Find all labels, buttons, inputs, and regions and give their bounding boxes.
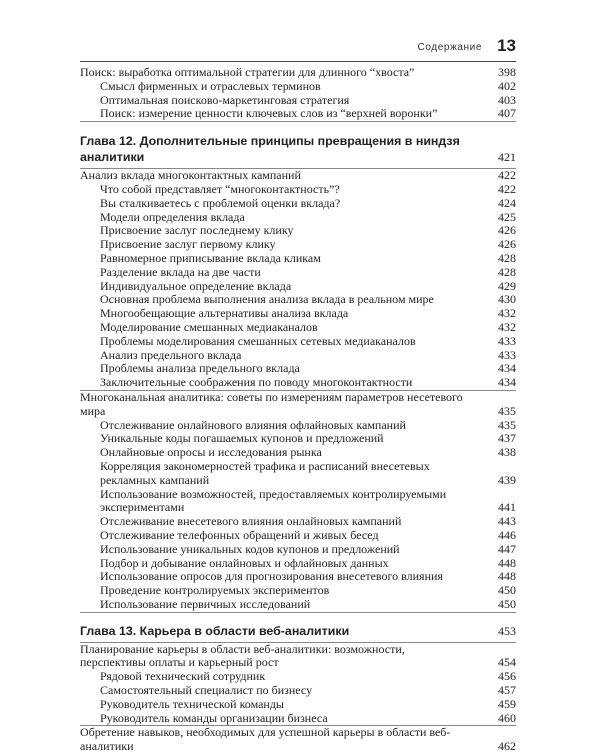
toc-entry-page: 432 xyxy=(498,306,516,321)
chapter-12-page: 421 xyxy=(498,150,516,165)
toc-subsection-entry xyxy=(80,446,516,460)
toc-entry-page: 430 xyxy=(498,292,516,307)
toc-section-entry xyxy=(80,391,516,419)
toc-entry-title: Руководитель команды организации бизнеса xyxy=(100,710,328,725)
toc-group-a xyxy=(80,66,516,121)
toc-subsection-entry xyxy=(80,488,516,516)
header-rule xyxy=(80,61,516,62)
toc-entry-title: Самостоятельный специалист по бизнесу xyxy=(100,683,313,698)
toc-entry-title: Уникальные коды погашаемых купонов и предложений xyxy=(100,431,384,446)
chapter-12-title: Глава 12. Дополнительные принципы превращения в ниндзя аналитики xyxy=(80,134,460,165)
toc-entry-title: Поиск: измерение ценности ключевых слов из “верхней воронки” xyxy=(100,106,438,121)
toc-subsection-entry xyxy=(80,252,516,266)
toc-entry-title: Корреляция закономерностей трафика и расписаний внесетевых рекламных кампаний xyxy=(100,458,430,487)
toc-subsection-entry xyxy=(80,570,516,584)
toc-section-entry xyxy=(80,169,516,183)
toc-subsection-entry xyxy=(80,107,516,121)
toc-subsection-entry xyxy=(80,307,516,321)
toc-entry-page: 460 xyxy=(498,710,516,725)
toc-subsection-entry xyxy=(80,211,516,225)
toc-entry-title: Смысл фирменных и отраслевых терминов xyxy=(100,78,321,93)
toc-entry-title: Поиск: выработка оптимальной стратегии для длинного “хвоста” xyxy=(80,65,415,79)
toc-entry-title: Разделение вклада на две части xyxy=(100,264,261,279)
toc-entry-page: 402 xyxy=(498,78,516,93)
toc-entry-title: Руководитель технической команды xyxy=(100,696,284,711)
toc-entry-page: 433 xyxy=(498,347,516,362)
toc-entry-title: Подбор и добывание онлайновых и офлайновых данных xyxy=(100,555,389,570)
toc-entry-page: 443 xyxy=(498,514,516,529)
toc-group-b xyxy=(80,169,516,390)
toc-entry-title: Равномерное приписывание вклада кликам xyxy=(100,250,321,265)
toc-entry-title: Вы сталкиваетесь с проблемой оценки вклада? xyxy=(100,195,341,210)
toc-entry-title: Проблемы анализа предельного вклада xyxy=(100,361,300,376)
toc-subsection-entry xyxy=(80,183,516,197)
toc-subsection-entry xyxy=(80,712,516,726)
toc-entry-title: Использование возможностей, предоставляемых контролируемыми экспериментами xyxy=(100,486,447,515)
toc-entry-page: 426 xyxy=(498,223,516,238)
toc-entry-title: Оптимальная поисково-маркетинговая стратегия xyxy=(100,92,350,107)
toc-entry-title: Рядовой технический сотрудник xyxy=(100,669,266,684)
toc-entry-page: 432 xyxy=(498,319,516,334)
toc-entry-title: Проблемы моделирования смешанных сетевых медиаканалов xyxy=(100,333,416,348)
toc-subsection-entry xyxy=(80,224,516,238)
toc-entry-page: 454 xyxy=(498,655,516,670)
toc-entry-title: Многоканальная аналитика: советы по измерениям параметров несетевого мира xyxy=(80,389,463,418)
toc-subsection-entry xyxy=(80,557,516,571)
toc-entry-page: 459 xyxy=(498,696,516,711)
toc-subsection-entry xyxy=(80,529,516,543)
toc-entry-page: 434 xyxy=(498,375,516,390)
toc-entry-page: 433 xyxy=(498,333,516,348)
toc-entry-page: 435 xyxy=(498,417,516,432)
toc-subsection-entry xyxy=(80,197,516,211)
chapter-13-page: 453 xyxy=(498,623,516,638)
toc-entry-title: Индивидуальное определение вклада xyxy=(100,278,292,293)
toc-entry-page: 456 xyxy=(498,669,516,684)
toc-entry-title: Основная проблема выполнения анализа вклада в реальном мире xyxy=(100,292,434,307)
toc-entry-title: Модели определения вклада xyxy=(100,209,245,224)
toc-subsection-entry xyxy=(80,321,516,335)
toc-entry-title: Что собой представляет “многоконтактность”? xyxy=(100,181,340,196)
toc-entry-page: 450 xyxy=(498,596,516,611)
toc-group-d xyxy=(80,643,516,726)
toc-entry-title: Использование опросов для прогнозирования внесетевого влияния xyxy=(100,569,443,584)
toc-subsection-entry xyxy=(80,238,516,252)
toc-subsection-entry xyxy=(80,376,516,390)
toc-entry-page: 429 xyxy=(498,278,516,293)
toc-entry-page: 435 xyxy=(498,403,516,418)
toc-entry-title: Анализ предельного вклада xyxy=(100,347,242,362)
toc-subsection-entry xyxy=(80,362,516,376)
chapter-13-heading xyxy=(80,623,516,639)
toc-subsection-entry xyxy=(80,432,516,446)
toc-entry-page: 422 xyxy=(498,181,516,196)
toc-entry-page: 462 xyxy=(498,739,516,754)
toc-entry-title: Заключительные соображения по поводу многоконтактности xyxy=(100,375,413,390)
toc-entry-page: 407 xyxy=(498,106,516,121)
toc-entry-page: 447 xyxy=(498,541,516,556)
toc-entry-page: 426 xyxy=(498,237,516,252)
toc-entry-title: Отслеживание телефонных обращений и живых бесед xyxy=(100,527,379,542)
toc-entry-title: Анализ вклада многоконтактных кампаний xyxy=(80,168,301,183)
toc-subsection-entry xyxy=(80,94,516,108)
toc-subsection-entry xyxy=(80,684,516,698)
toc-subsection-entry xyxy=(80,80,516,94)
running-head xyxy=(80,36,516,58)
toc-subsection-entry xyxy=(80,280,516,294)
toc-entry-title: Использование уникальных кодов купонов и предложений xyxy=(100,541,400,556)
toc-entry-title: Проведение контролируемых экспериментов xyxy=(100,583,330,598)
toc-entry-title: Присвоение заслуг последнему клику xyxy=(100,223,294,238)
toc-entry-page: 448 xyxy=(498,555,516,570)
toc-entry-page: 428 xyxy=(498,264,516,279)
chapter-divider xyxy=(80,612,516,613)
toc-entry-page: 425 xyxy=(498,209,516,224)
toc-subsection-entry xyxy=(80,598,516,612)
toc-entry-title: Использование первичных исследований xyxy=(100,596,311,611)
toc-subsection-entry xyxy=(80,266,516,280)
toc-entry-title: Многообещающие альтернативы анализа вклада xyxy=(100,306,349,321)
toc-subsection-entry xyxy=(80,293,516,307)
toc-entry-page: 428 xyxy=(498,250,516,265)
toc-subsection-entry xyxy=(80,584,516,598)
toc-entry-title: Планирование карьеры в области веб-аналитики: возможности, перспективы оплаты и карьерный рост xyxy=(80,641,405,670)
toc-entry-page: 448 xyxy=(498,569,516,584)
toc-entry-page: 457 xyxy=(498,683,516,698)
toc-entry-page: 439 xyxy=(498,472,516,487)
toc-entry-title: Моделирование смешанных медиаканалов xyxy=(100,319,318,334)
toc-subsection-entry xyxy=(80,349,516,363)
toc-entry-page: 437 xyxy=(498,431,516,446)
chapter-13-title: Глава 13. Карьера в области веб-аналитики xyxy=(80,623,350,638)
toc-section-entry xyxy=(80,66,516,80)
toc-entry-title: Обретение навыков, необходимых для успешной карьеры в области веб-аналитики xyxy=(80,725,451,754)
table-of-contents xyxy=(80,66,516,754)
toc-entry-page: 424 xyxy=(498,195,516,210)
toc-subsection-entry xyxy=(80,460,516,488)
toc-subsection-entry xyxy=(80,515,516,529)
toc-subsection-entry xyxy=(80,543,516,557)
toc-entry-title: Онлайновые опросы и исследования рынка xyxy=(100,445,322,460)
toc-entry-title: Присвоение заслуг первому клику xyxy=(100,237,276,252)
toc-subsection-entry xyxy=(80,335,516,349)
section-title: Содержание xyxy=(417,42,482,53)
toc-subsection-entry xyxy=(80,698,516,712)
toc-entry-page: 446 xyxy=(498,527,516,542)
toc-section-entry xyxy=(80,643,516,671)
chapter-divider xyxy=(80,121,516,122)
toc-entry-page: 434 xyxy=(498,361,516,376)
toc-subsection-entry xyxy=(80,419,516,433)
toc-subsection-entry xyxy=(80,670,516,684)
toc-entry-page: 438 xyxy=(498,445,516,460)
toc-group-c xyxy=(80,391,516,612)
toc-entry-title: Отслеживание внесетевого влияния онлайновых кампаний xyxy=(100,514,402,529)
chapter-12-heading xyxy=(80,133,516,165)
page-number: 13 xyxy=(497,36,516,55)
toc-entry-page: 441 xyxy=(498,500,516,515)
toc-entry-page: 450 xyxy=(498,583,516,598)
toc-entry-page: 398 xyxy=(498,65,516,79)
toc-entry-page: 422 xyxy=(498,168,516,183)
toc-entry-page: 403 xyxy=(498,92,516,107)
toc-entry-title: Отслеживание онлайнового влияния офлайновых кампаний xyxy=(100,417,406,432)
